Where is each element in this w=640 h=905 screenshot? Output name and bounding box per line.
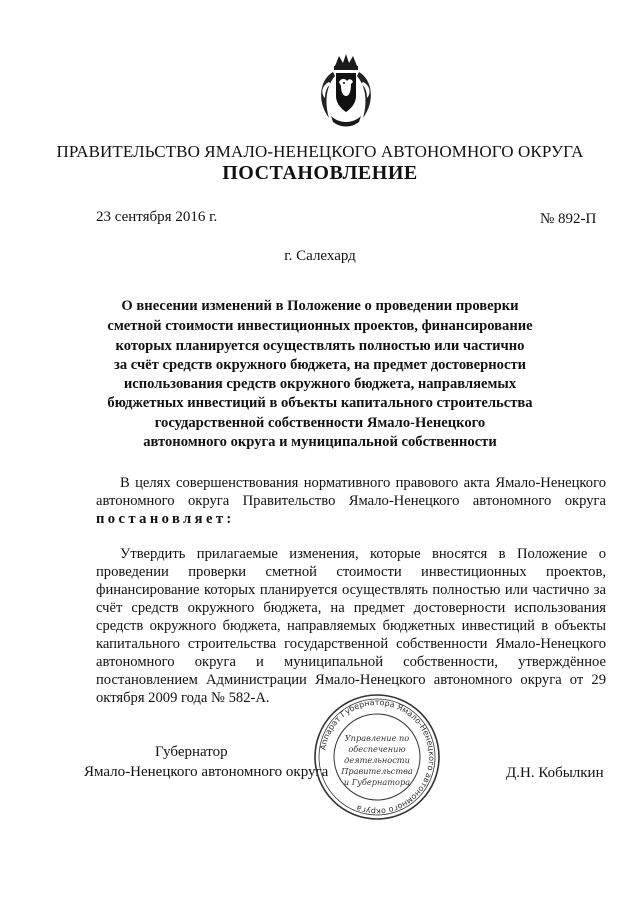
decree-word: постановляет: bbox=[96, 511, 235, 527]
seal-ring-text: Аппарат Губернатора Ямало-Ненецкого автономного округа bbox=[318, 697, 437, 817]
preamble-paragraph bbox=[96, 474, 606, 528]
organization-heading: ПРАВИТЕЛЬСТВО ЯМАЛО-НЕНЕЦКОГО АВТОНОМНОГО ОКРУГА bbox=[56, 142, 584, 161]
seal-center-line: и Губернатора bbox=[343, 777, 411, 787]
signatory-organization: Ямало-Ненецкого автономного округа bbox=[84, 764, 329, 780]
document-number: № 892-П bbox=[540, 211, 597, 227]
seal-center-line: Правительства bbox=[341, 766, 413, 776]
title-line: О внесении изменений в Положение о проведении проверки bbox=[121, 298, 519, 314]
document-type: ПОСТАНОВЛЕНИЕ bbox=[222, 162, 418, 184]
document-date: 23 сентября 2016 г. bbox=[96, 209, 218, 225]
document-city: г. Салехард bbox=[284, 248, 356, 264]
preamble-text: В целях совершенствования нормативного правового акта Ямало-Ненецкого автономного округа Правительство Ямало-Ненецкого автономного округа bbox=[96, 475, 606, 509]
resolution-paragraph: Утвердить прилагаемые изменения, которые вносятся в Положение о проведении проверки сметной стоимости инвестиционных проектов, финансирование которых планируется осуществлять полностью или частично за счёт средств окружного бюджета, на предмет достоверности использования средств окружного бюджета, направляемых бюджетных инвестиций в объекты капитального строительства государственной собственности Ямало-Ненецкого автономного округа и муниципальной собственности, утверждённое постановлением Администрации Ямало-Ненецкого автономного округа от 29 октября 2009 года № 582-А. bbox=[96, 546, 606, 706]
title-line: за счёт средств окружного бюджета, на предмет достоверности bbox=[113, 357, 527, 373]
signatory-name: Д.Н. Кобылкин bbox=[506, 765, 604, 781]
signatory-title: Губернатор bbox=[155, 744, 228, 760]
title-line: которых планируется осуществлять полностью или частично bbox=[115, 338, 525, 354]
seal-center-line: Управление по bbox=[344, 733, 410, 743]
seal-center-line: обеспечению bbox=[348, 744, 406, 754]
title-line: использования средств окружного бюджета, направляемых bbox=[123, 376, 517, 392]
official-seal bbox=[312, 692, 442, 822]
title-line: государственной собственности Ямало-Ненецкого bbox=[154, 415, 486, 431]
seal-center-line: деятельности bbox=[344, 755, 410, 765]
title-line: сметной стоимости инвестиционных проектов, финансирование bbox=[107, 318, 533, 334]
title-line: автономного округа и муниципальной собственности bbox=[143, 434, 497, 450]
coat-of-arms-icon bbox=[315, 52, 377, 132]
title-line: бюджетных инвестиций в объекты капитального строительства bbox=[107, 395, 533, 411]
